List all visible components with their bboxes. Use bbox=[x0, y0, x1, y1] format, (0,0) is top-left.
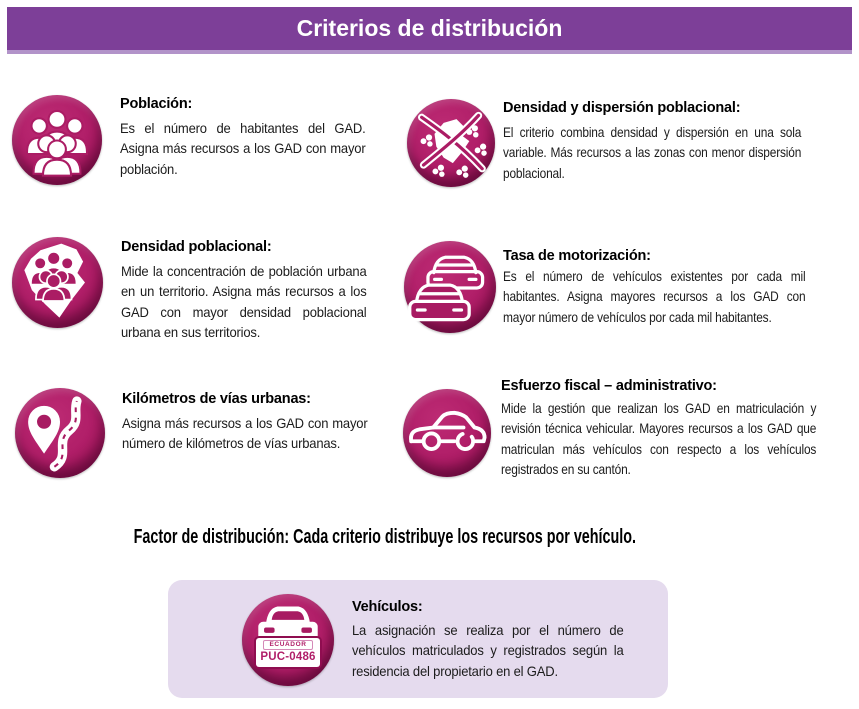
criterion-body: Es el número de habitantes del GAD. Asigna más recursos a los GAD con mayor población. bbox=[120, 120, 366, 177]
criterion-badge-densidad bbox=[12, 237, 103, 328]
criterion-badge-vias bbox=[15, 388, 105, 478]
criterion-title: Densidad poblacional: bbox=[121, 239, 272, 255]
criterion-body: Es el número de vehículos existentes por cada mil habitantes. Asigna mayores recursos a los GAD con mayor número de vehículos por cada mil habitantes. bbox=[503, 268, 806, 325]
dispersion-map-icon bbox=[407, 99, 495, 187]
criterion-badge-esfuerzo bbox=[403, 389, 491, 477]
crowd-icon bbox=[12, 95, 102, 185]
criterion-item bbox=[501, 378, 859, 480]
license-plate bbox=[256, 638, 320, 667]
vehicles-body: La asignación se realiza por el número de vehículos matriculados y registrados según la residencia del propietario en el GAD. bbox=[352, 622, 624, 679]
criterion-body: Mide la gestión que realizan los GAD en matriculación y revisión técnica vehicular. Mayores recursos a los GAD que matriculan más vehículos con respecto a los vehículos registrados en su cantón. bbox=[501, 400, 817, 478]
plate-number: PUC-0486 bbox=[260, 651, 316, 663]
criterion-badge-poblacion bbox=[12, 95, 102, 185]
criterion-item bbox=[503, 248, 858, 327]
criterion-body: Mide la concentración de población urbana en un territorio. Asigna más recursos a los GAD con mayor densidad poblacional urbana en sus territorios. bbox=[121, 263, 367, 341]
criterion-item bbox=[120, 96, 384, 179]
cars-front-icon bbox=[404, 241, 496, 333]
criterion-title: Densidad y dispersión poblacional: bbox=[503, 100, 741, 116]
criterion-item bbox=[503, 100, 853, 183]
criterion-badge-dispersion bbox=[407, 99, 495, 187]
ecuador-map-crowd-icon bbox=[12, 237, 103, 328]
vehicles-text bbox=[352, 599, 644, 681]
criterion-item bbox=[122, 391, 386, 454]
criterion-title: Tasa de motorización: bbox=[503, 248, 651, 264]
page-title: Criterios de distribución bbox=[296, 15, 563, 41]
criterion-body: El criterio combina densidad y dispersión en una sola variable. Más recursos a las zonas con menor dispersión poblacional. bbox=[503, 124, 802, 181]
pin-road-icon bbox=[15, 388, 105, 478]
criterion-title: Esfuerzo fiscal – administrativo: bbox=[501, 378, 717, 394]
vehicle-plate-badge bbox=[242, 594, 334, 686]
criterion-title: Población: bbox=[120, 96, 193, 112]
criterion-title: Kilómetros de vías urbanas: bbox=[122, 391, 311, 407]
criterion-item bbox=[121, 239, 385, 343]
factor-note bbox=[0, 525, 770, 549]
car-wrench-icon bbox=[403, 389, 491, 477]
criterion-body: Asigna más recursos a los GAD con mayor número de kilómetros de vías urbanas. bbox=[122, 415, 368, 452]
vehicles-box bbox=[168, 580, 668, 698]
factor-note-text: Factor de distribución: Cada criterio distribuye los recursos por vehículo. bbox=[133, 525, 637, 548]
criterion-badge-motorizacion bbox=[404, 241, 496, 333]
plate-country: ECUADOR bbox=[263, 640, 312, 650]
header-underline bbox=[7, 50, 852, 54]
header-bar bbox=[7, 7, 852, 50]
vehicles-title: Vehículos: bbox=[352, 599, 423, 615]
